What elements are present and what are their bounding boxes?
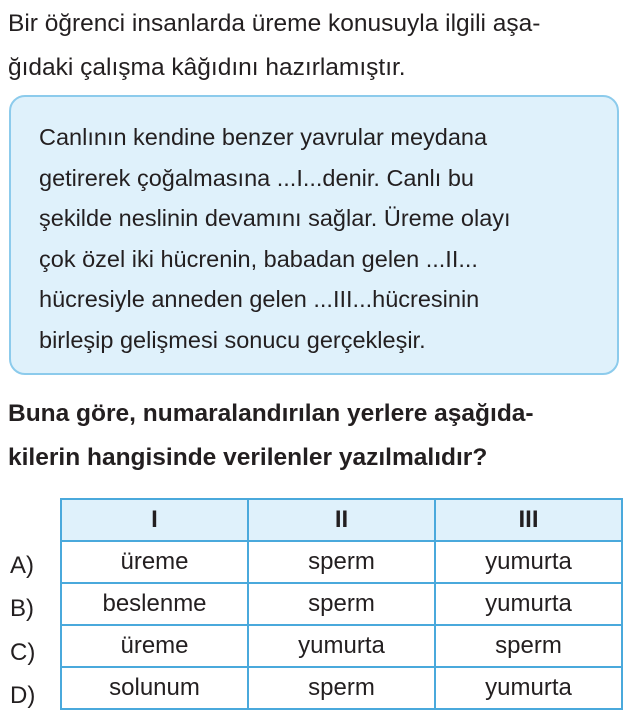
answer-table — [60, 498, 623, 710]
option-d-cell-I: solunum — [61, 667, 248, 709]
worksheet-line-5: hücresiyle anneden gelen ...III...hücresinin — [39, 286, 480, 312]
option-d-letter[interactable]: D) — [10, 682, 36, 709]
worksheet-line-4: çok özel iki hücrenin, babadan gelen ...II... — [39, 245, 478, 272]
question-line-1: Buna göre, numaralandırılan yerlere aşağıda- — [8, 400, 534, 427]
worksheet-line-1: Canlının kendine benzer yavrular meydana — [39, 124, 488, 150]
intro-paragraph — [8, 2, 620, 90]
worksheet-line-6: birleşip gelişmesi sonucu gerçekleşir. — [39, 326, 426, 353]
question-line-2: kilerin hangisinde verilenler yazılmalıdır? — [8, 444, 488, 471]
option-b-cell-I: beslenme — [61, 583, 248, 625]
table-header-row — [61, 499, 622, 541]
worksheet-line-2: getirerek çoğalmasına ...I...denir. Canlı bu — [39, 164, 474, 191]
option-a-cell-III: yumurta — [435, 541, 622, 583]
question-stem — [8, 392, 620, 480]
header-III: III — [435, 499, 622, 541]
option-c-letter[interactable]: C) — [10, 639, 36, 666]
option-a-cell-II: sperm — [248, 541, 435, 583]
option-d-cell-III: yumurta — [435, 667, 622, 709]
intro-line-1: Bir öğrenci insanlarda üreme konusuyla ilgili aşa- — [8, 10, 541, 37]
option-b-cell-II: sperm — [248, 583, 435, 625]
option-a-cell-I: üreme — [61, 541, 248, 583]
option-c-cell-II: yumurta — [248, 625, 435, 667]
header-II: II — [248, 499, 435, 541]
option-d-cell-II: sperm — [248, 667, 435, 709]
header-I: I — [61, 499, 248, 541]
option-b-cell-III: yumurta — [435, 583, 622, 625]
worksheet-text — [39, 117, 599, 360]
option-d-row[interactable] — [61, 667, 622, 709]
intro-line-2: ğıdaki çalışma kâğıdını hazırlamıştır. — [8, 54, 406, 81]
option-c-cell-I: üreme — [61, 625, 248, 667]
option-c-cell-III: sperm — [435, 625, 622, 667]
option-b-letter[interactable]: B) — [10, 595, 34, 622]
worksheet-box — [9, 95, 619, 375]
option-c-row[interactable] — [61, 625, 622, 667]
option-b-row[interactable] — [61, 583, 622, 625]
worksheet-line-3: şekilde neslinin devamını sağlar. Üreme olayı — [39, 205, 511, 231]
option-a-row[interactable] — [61, 541, 622, 583]
option-a-letter[interactable]: A) — [10, 552, 34, 579]
